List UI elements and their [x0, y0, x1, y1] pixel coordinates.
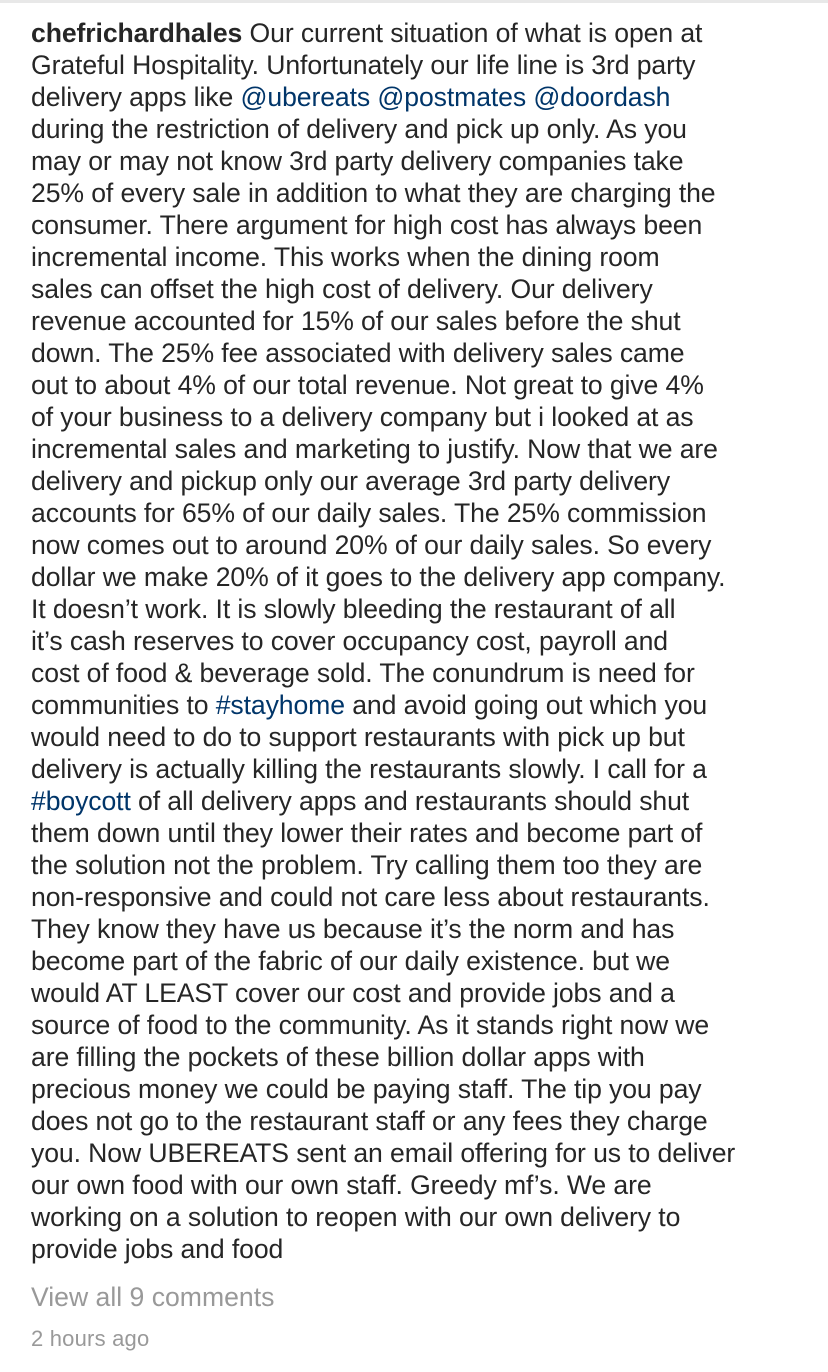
- caption-body: [31, 18, 735, 1264]
- top-divider: [0, 0, 828, 3]
- mention-link[interactable]: @postmates: [377, 82, 527, 112]
- hashtag-link[interactable]: #stayhome: [215, 690, 345, 720]
- post-caption: [31, 17, 811, 1265]
- view-all-comments-link[interactable]: View all 9 comments: [31, 1282, 275, 1312]
- mention-link[interactable]: @ubereats: [240, 82, 371, 112]
- caption-text: Our current situation of what is open at Grateful Hospitality. Unfortunately our life line is 3rd party delivery apps like: [31, 18, 703, 112]
- username-link[interactable]: chefrichardhales: [31, 18, 243, 48]
- caption-text: of all delivery apps and restaurants should shut them down until they lower their rates and become part of the solution not the problem. Try calling them too they are non-responsive and could not care less about restaurants. They know they have us because it’s the norm and has become part of the fabric of our daily existence. but we would AT LEAST cover our cost and provide jobs and a source of food to the community. As it stands right now we are filling the pockets of these billion dollar apps with precious money we could be paying staff. The tip you pay does not go to the restaurant staff or any fees they charge you. Now UBEREATS sent an email offering for us to deliver our own food with our own staff. Greedy mf’s. We are working on a solution to reopen with our own delivery to provide jobs and food: [31, 786, 736, 1264]
- caption-text: during the restriction of delivery and pick up only. As you may or may not know 3rd party delivery companies take 25% of every sale in addition to what they are charging the consumer. There argument for high cost has always been incremental income. This works when the dining room sales can offset the high cost of delivery. Our delivery revenue accounted for 15% of our sales before the shut down. The 25% fee associated with delivery sales came out to about 4% of our total revenue. Not great to give 4% of your business to a delivery company but i looked at as incremental sales and marketing to justify. Now that we are delivery and pickup only our average 3rd party delivery accounts for 65% of our daily sales. The 25% commission now comes out to around 20% of our daily sales. So every dollar we make 20% of it goes to the delivery app company. It doesn’t work. It is slowly bleeding the restaurant of all it’s cash reserves to cover occupancy cost, payroll and cost of food & beverage sold. The conundrum is need for communities to: [31, 114, 726, 720]
- post-timestamp: 2 hours ago: [31, 1326, 150, 1351]
- hashtag-link[interactable]: #boycott: [31, 786, 131, 816]
- caption-text: and avoid going out which you would need to do to support restaurants with pick up but delivery is actually killing the restaurants slowly. I call for a: [31, 690, 708, 784]
- mention-link[interactable]: @doordash: [533, 82, 671, 112]
